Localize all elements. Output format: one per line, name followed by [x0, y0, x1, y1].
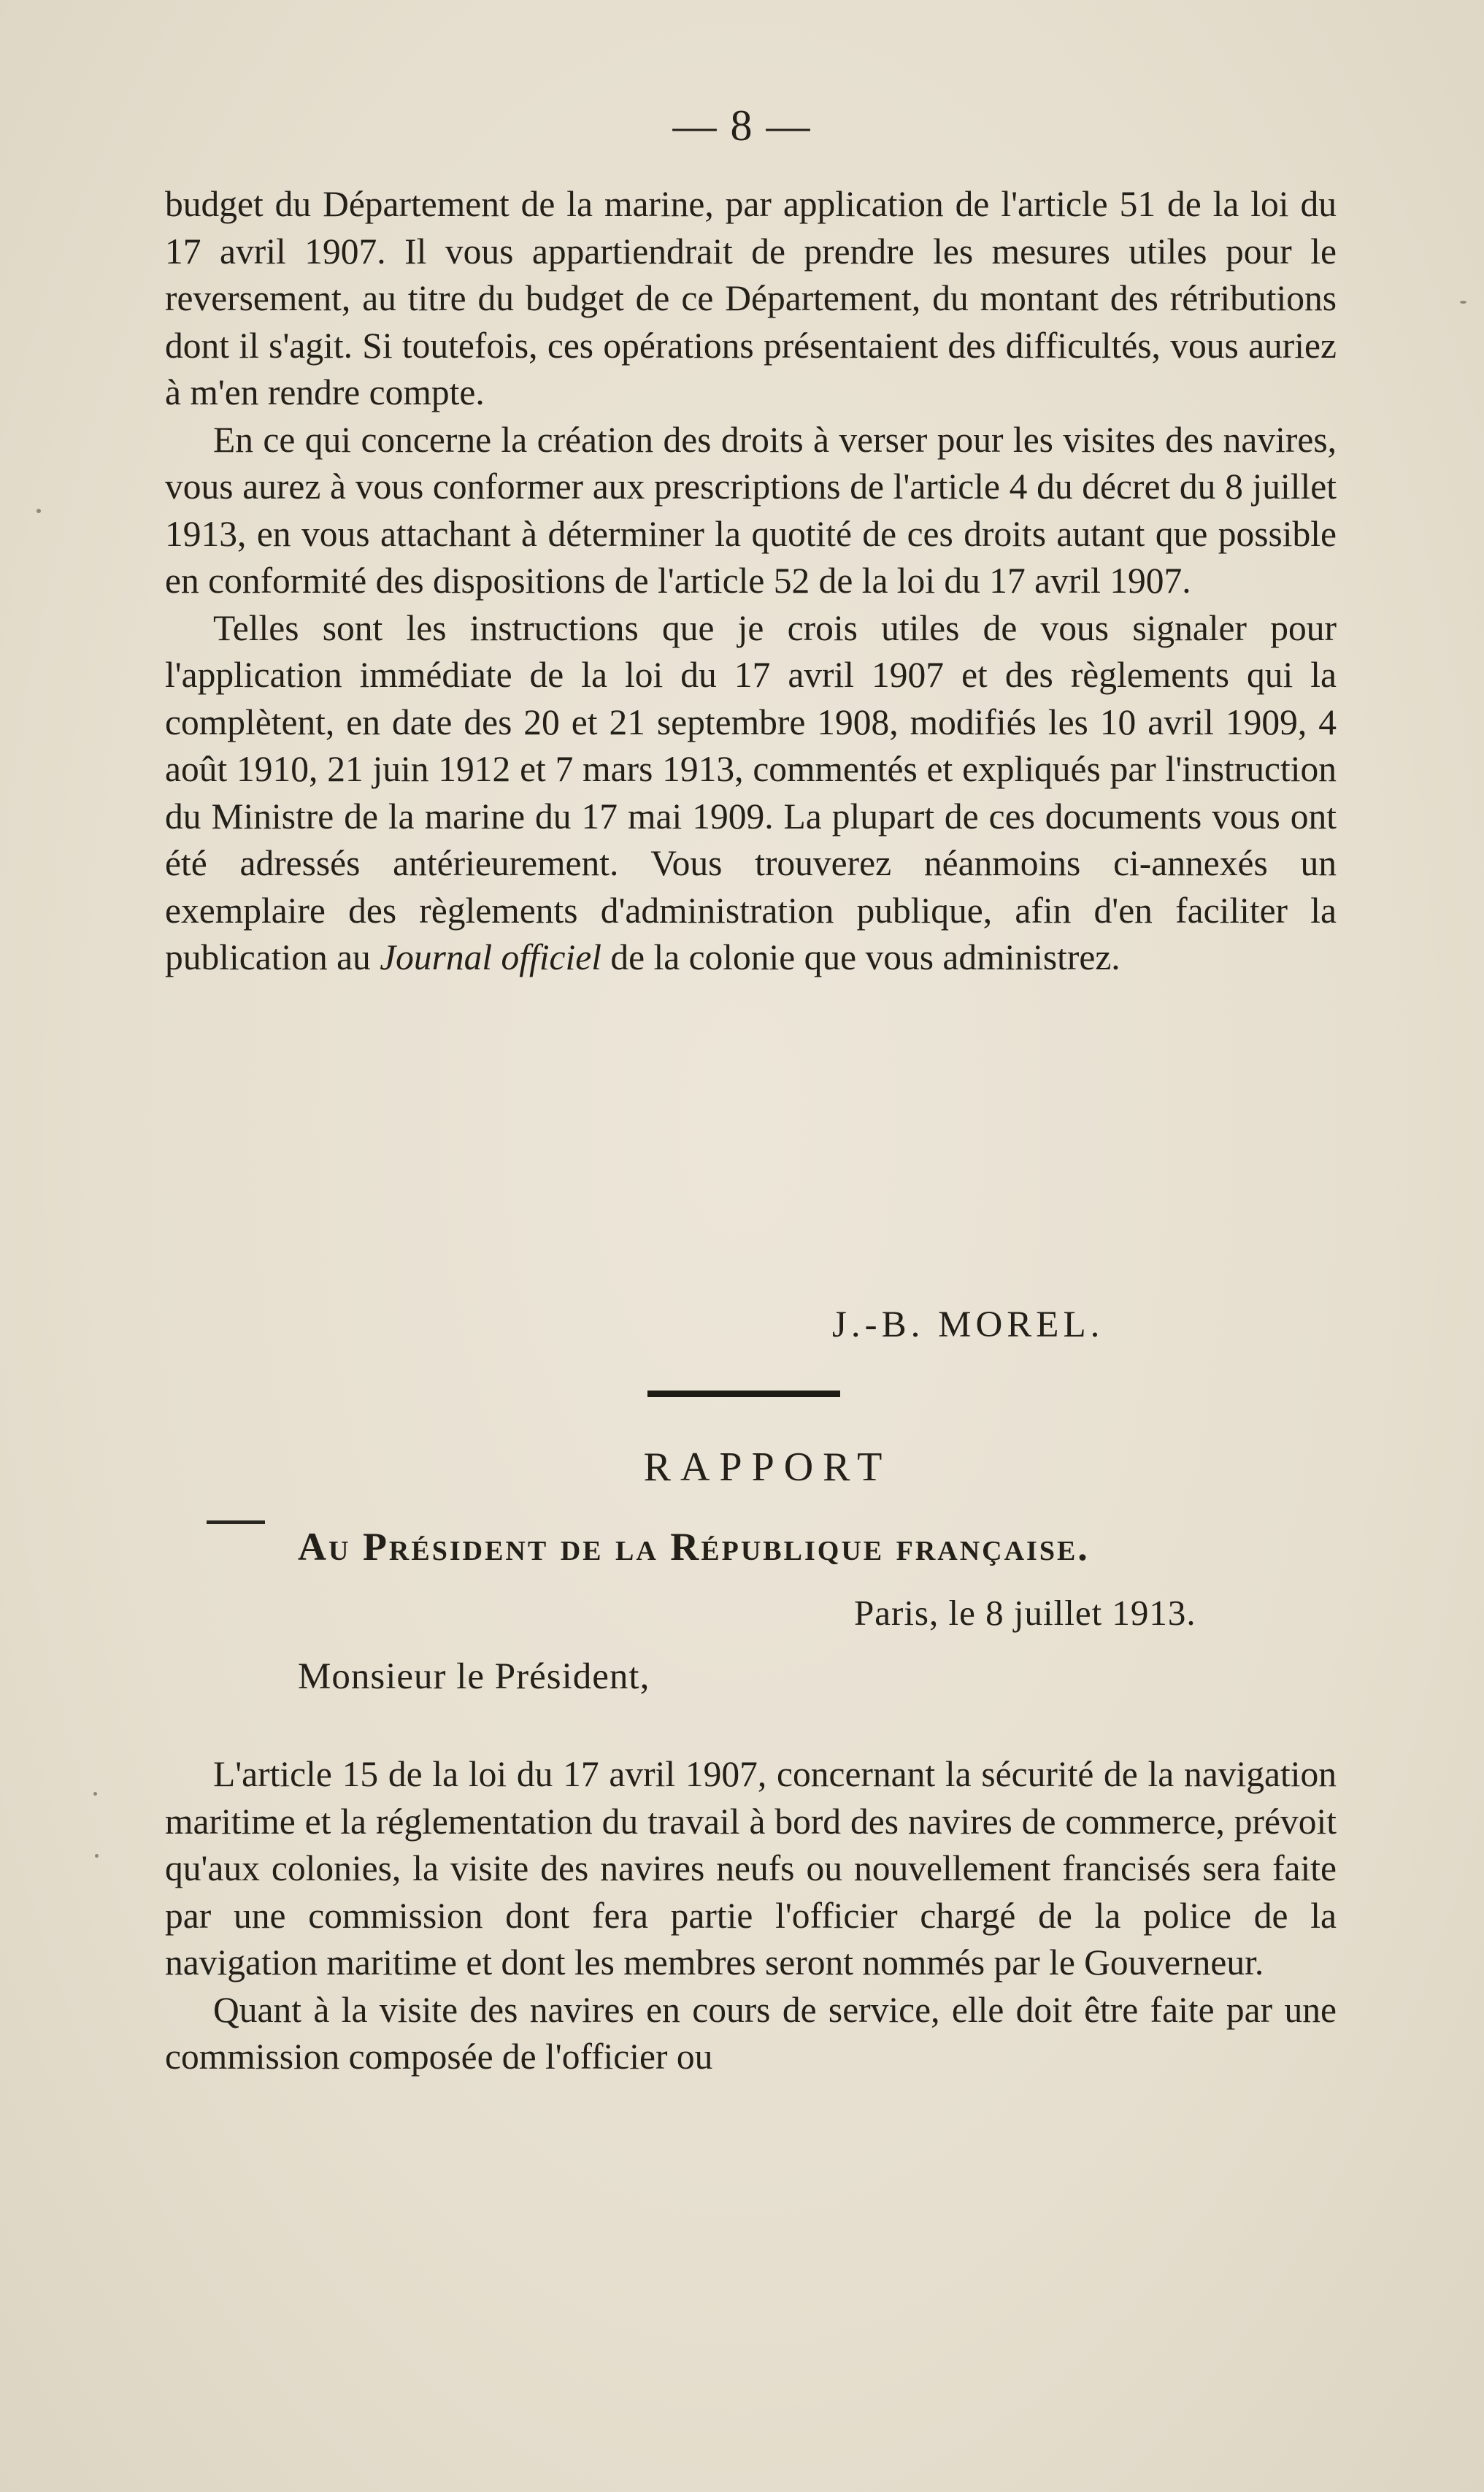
- salutation: Monsieur le Président,: [298, 1656, 650, 1697]
- paper-speck: [1460, 301, 1466, 304]
- paragraph: [165, 605, 1337, 982]
- paragraph: L'article 15 de la loi du 17 avril 1907, concernant la sécurité de la navigation maritime et la réglementation du travail à bord des navires de commerce, prévoit qu'aux colonies, la visite des navires neufs ou nouvellement francisés sera faite par une commission dont fera partie l'officier chargé de la police de la navigation maritime et dont les membres seront nommés par le Gouverneur.: [165, 1754, 1337, 1983]
- small-rule: [207, 1520, 265, 1524]
- report-title: RAPPORT: [643, 1445, 892, 1490]
- paper-speck: [36, 509, 41, 513]
- letter-body: [165, 181, 1337, 982]
- paragraph-text: Telles sont les instructions que je crois utiles de vous signaler pour l'application immédiate de la loi du 17 avril 1907 et des règlements qui la complètent, en date des 20 et 21 septembre 1908, modifiés les 10 avril 1909, 4 août 1910, 21 juin 1912 et 7 mars 1913, commentés et expliqués par l'instruction du Ministre de la marine du 17 mai 1909. La plupart de ces documents vous ont été adressés antérieurement. Vous trouverez néanmoins ci-annexés un exemplaire des règlements d'administration publique, afin d'en faciliter la publication au: [165, 607, 1337, 977]
- section-divider: [647, 1391, 840, 1397]
- paragraph: Quant à la visite des navires en cours de service, elle doit être faite par une commission composée de l'officier ou: [165, 1989, 1337, 2077]
- paragraph-text: de la colonie que vous administrez.: [610, 937, 1120, 977]
- page-number: — 8 —: [672, 101, 812, 150]
- addressee-line: Au Président de la République française.: [298, 1525, 1090, 1569]
- paragraph: budget du Département de la marine, par application de l'article 51 de la loi du 17 avril 1907. Il vous appartiendrait de prendre les mesures utiles pour le reversement, au titre du budget de ce Département, du montant des rétributions dont il s'agit. Si toutefois, ces opérations présentaient des difficultés, vous auriez à m'en rendre compte.: [165, 184, 1337, 412]
- place-date: Paris, le 8 juillet 1913.: [854, 1593, 1196, 1633]
- report-body: [165, 1751, 1337, 2081]
- journal-title: Journal officiel: [380, 937, 602, 977]
- paragraph: En ce qui concerne la création des droits à verser pour les visites des navires, vous aurez à vous conformer aux prescriptions de l'article 4 du décret du 8 juillet 1913, en vous attachant à déterminer la quotité de ces droits autant que possible en conformité des dispositions de l'article 52 de la loi du 17 avril 1907.: [165, 419, 1337, 601]
- paper-speck: [95, 1854, 99, 1858]
- paper-speck: [93, 1792, 97, 1796]
- signature: J.-B. MOREL.: [832, 1304, 1104, 1345]
